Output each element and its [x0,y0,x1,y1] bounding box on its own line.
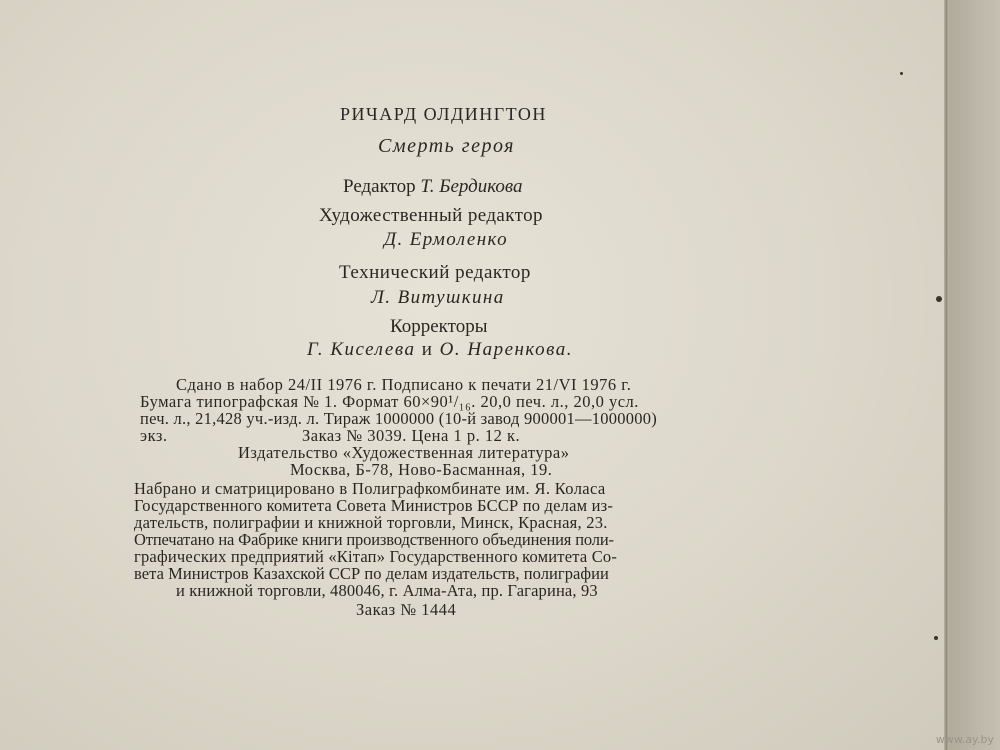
ink-speck [934,636,938,640]
editor-name: Т. Бердикова [420,176,523,197]
editor-credit [343,177,523,196]
tech-editor-label: Технический редактор [339,262,531,283]
plant-line: дательств, полиграфии и книжной торговли, Минск, Красная, 23. [134,513,608,532]
plant-line: Отпечатано на Фабрике книги производственного объединения поли- [134,530,614,549]
ink-speck [900,72,903,75]
order-number: Заказ № 1444 [356,600,457,619]
printing-line: печ. л., 21,428 уч.-изд. л. Тираж 1000000 (10-й завод 900001—1000000) [140,409,657,428]
author-name: РИЧАРД ОЛДИНГТОН [340,104,547,124]
proofreader-2: О. Наренкова. [439,339,573,360]
art-editor-name: Д. Ермоленко [384,229,508,250]
publisher-address: Москва, Б-78, Ново-Басманная, 19. [290,460,553,479]
plant-line: графических предприятий «Кітап» Государственного комитета Со- [134,547,618,566]
adjacent-page-edge [949,0,1000,750]
plant-line: Государственного комитета Совета Министров БССР по делам из- [134,496,614,515]
printing-line: Бумага типографская № 1. Формат 60×90¹/₁₆. 20,0 печ. л., 20,0 усл. [140,392,639,411]
ink-speck [936,296,942,302]
book-title: Смерть героя [378,135,515,157]
proofreaders-conjunction: и [421,339,434,360]
art-editor-label: Художественный редактор [319,205,543,226]
proofreaders-label: Корректоры [390,316,488,337]
plant-line: и книжной торговли, 480046, г. Алма-Ата, пр. Гагарина, 93 [176,581,598,600]
watermark: www.ay.by [935,733,994,746]
editor-label: Редактор [343,176,416,197]
printing-line-left: экз. [140,426,168,445]
plant-line: Набрано и сматрицировано в Полиграфкомбинате им. Я. Коласа [134,479,606,498]
proofreader-1: Г. Киселева [307,339,416,360]
plant-line: вета Министров Казахской ССР по делам издательств, полиграфии [134,564,609,583]
tech-editor-name: Л. Витушкина [371,287,505,308]
publisher-line: Издательство «Художественная литература» [238,443,570,462]
proofreaders-names [307,340,573,359]
printing-line: Сдано в набор 24/II 1976 г. Подписано к печати 21/VI 1976 г. [176,375,632,394]
printing-line: Заказ № 3039. Цена 1 р. 12 к. [302,426,521,445]
